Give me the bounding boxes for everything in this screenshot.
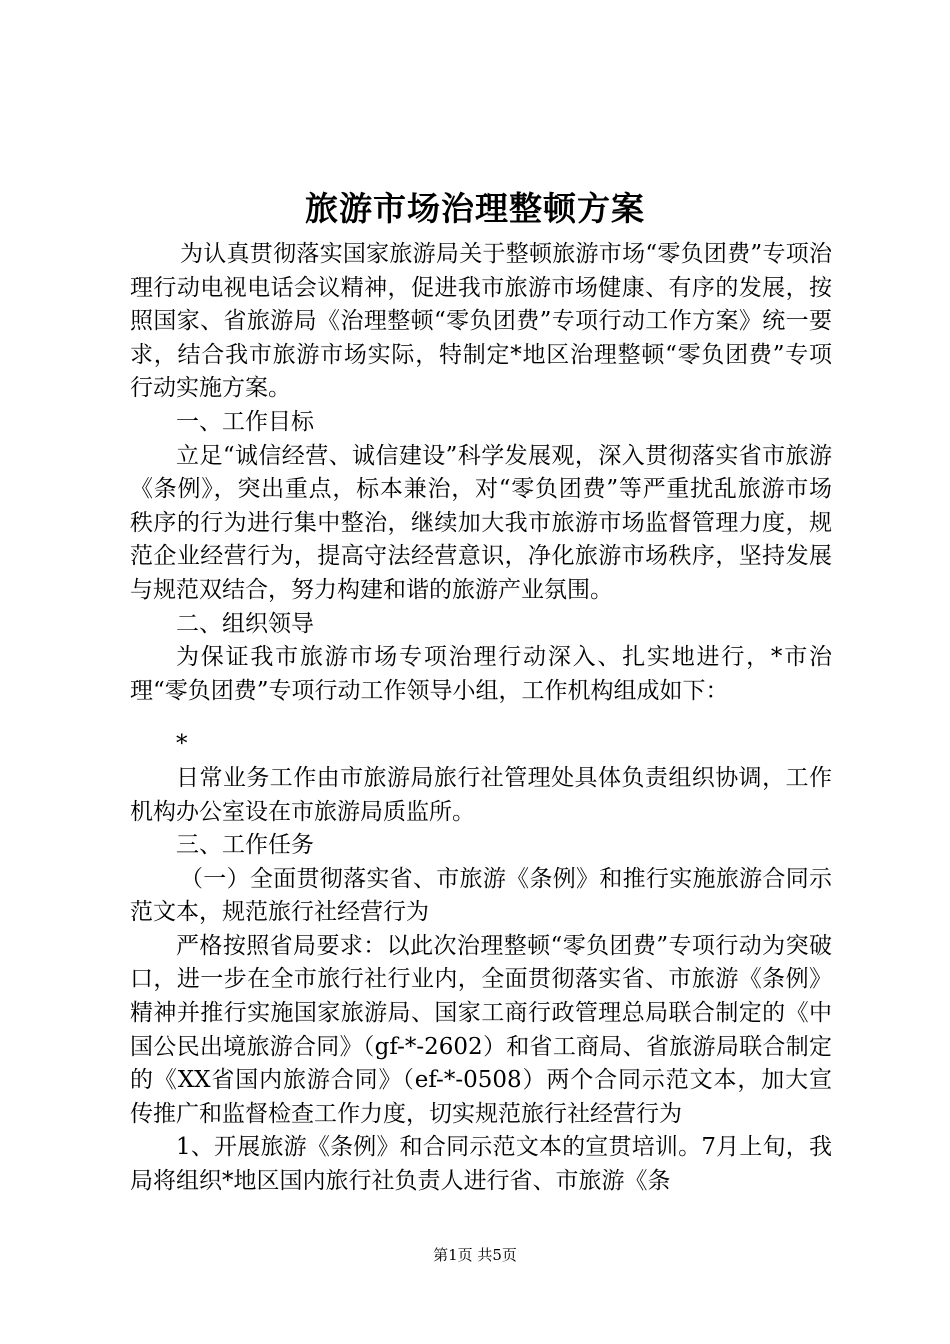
section-heading-goals: 一、工作目标 (176, 408, 314, 435)
intro-paragraph: 为认真贯彻落实国家旅游局关于整顿旅游市场“零负团费”专项治理行动电视电话会议精神，促进我市旅游市场健康、有序的发展，按照国家、省旅游局《治理整顿“零负团费”专项行动工作方案》统一要求，结合我市旅游市场实际，特制定*地区治理整顿“零负团费”专项行动实施方案。 (130, 241, 832, 402)
task-paragraph-1: 严格按照省局要求：以此次治理整顿“零负团费”专项行动为突破口，进一步在全市旅行社行业内，全面贯彻落实省、市旅游《条例》精神并推行实施国家旅游局、国家工商行政管理总局联合制定的《中国公民出境旅游合同》（gf-*-2602）和省工商局、省旅游局联合制定的《XX省国内旅游合同》（ef-*-0508）两个合同示范文本，加大宣传推广和监督检查工作力度，切实规范旅行社经营行为 (130, 932, 832, 1127)
placeholder-star: * (176, 731, 188, 758)
task-item-1: 1、开展旅游《条例》和合同示范文本的宣贯培训。7月上旬，我局将组织*地区国内旅行社负责人进行省、市旅游《条 (130, 1134, 832, 1195)
document-title: 旅游市场治理整顿方案 (305, 189, 645, 228)
blank-gap (130, 708, 832, 728)
section-heading-organization: 二、组织领导 (176, 610, 314, 637)
office-paragraph: 日常业务工作由市旅游局旅行社管理处具体负责组织协调，工作机构办公室设在市旅游局质监所。 (130, 764, 832, 825)
section-heading-tasks: 三、工作任务 (176, 832, 314, 859)
organization-paragraph: 为保证我市旅游市场专项治理行动深入、扎实地进行，*市治理“零负团费”专项行动工作领导小组，工作机构组成如下： (130, 644, 832, 704)
task-subheading-1: （一）全面贯彻落实省、市旅游《条例》和推行实施旅游合同示范文本，规范旅行社经营行为 (130, 865, 832, 926)
page-number-footer: 第1页 共5页 (433, 1246, 517, 1264)
document-body (130, 238, 832, 1199)
goals-paragraph: 立足“诚信经营、诚信建设”科学发展观，深入贯彻落实省市旅游《条例》，突出重点，标本兼治，对“零负团费”等严重扰乱旅游市场秩序的行为进行集中整治，继续加大我市旅游市场监督管理力度，规范企业经营行为，提高守法经营意识，净化旅游市场秩序，坚持发展与规范双结合，努力构建和谐的旅游产业氛围。 (130, 442, 832, 603)
